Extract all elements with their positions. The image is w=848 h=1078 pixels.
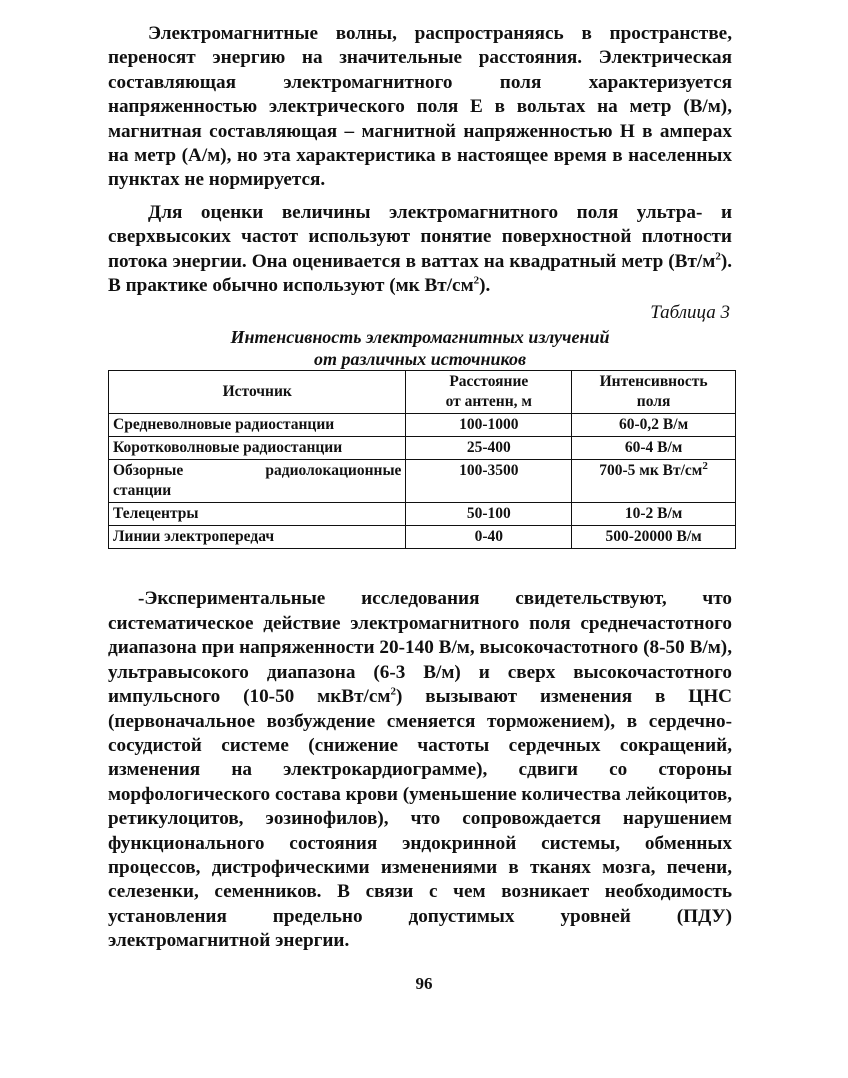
header-distance-line-1: Расстояние [449,373,529,391]
cell-source: Линии электропередач [109,526,406,549]
table-header-row [109,371,736,414]
superscript-table: 2 [702,460,708,473]
cell-source: Средневолновые радиостанции [109,414,406,437]
cell-distance: 100-3500 [406,460,572,503]
paragraph-3-part-1: -Экспериментальные исследования свидетельствуют, что систематическое действие электромагнитного поля среднечастотного диапазона при напряженности 20-140 В/м, высокочастотного (8-50 В/м), ультравысокого диапазона (6-3 В/м) и сверх высокочастотного импульсного (10-50 мкВт/см [108,588,732,708]
paragraph-3-part-2: ) вызывают изменения в ЦНС (первоначальное возбуждение сменяется торможением), в сердечно-сосудистой системе (снижение частоты сердечных сокращений, изменения на электрокардиограмме), сдвиги со стороны морфологического состава крови (уменьшение количества лейкоцитов, ретикулоцитов, эозинофилов), что сопровождается нарушением функционального состояния эндокринной системы, обменных процессов, дистрофическими изменениями в тканях мозга, печени, селезенки, семенников. В связи с чем возникает необходимость установления предельно допустимых уровней (ПДУ) электромагнитной энергии. [108,686,732,952]
cell-intensity-text: 700-5 мк Вт/см [599,462,703,480]
paragraph-2 [108,201,732,299]
paragraph-1: Электромагнитные волны, распространяясь в пространстве, переносят энергию на значительные расстояния. Электрическая составляющая электромагнитного поля характеризуется напряженностью электрического поля Е в вольтах на метр (В/м), магнитная составляющая – магнитной напряженностью Н в амперах на метр (А/м), но эта характеристика в настоящее время в населенных пунктах не нормируется. [108,23,732,191]
paragraph-2-part-1: Для оценки величины электромагнитного поля ультра- и сверхвысоких частот используют понятие поверхностной плотности потока энергии. Она оценивается в ваттах на квадратный метр (Вт/м [108,201,732,272]
paragraph-2-part-3: ). [479,275,491,297]
table-row [109,503,736,526]
superscript-2: 2 [473,274,480,287]
table-row [109,460,736,503]
header-intensity [572,371,736,414]
paragraph-2-part-2: ). В практике обычно используют (мк Вт/см [108,250,732,297]
cell-intensity: 60-0,2 В/м [572,414,736,437]
header-intensity-line-1: Интенсивность [599,373,708,391]
table-caption-line-1: Интенсивность электромагнитных излучений [230,327,610,348]
cell-distance: 100-1000 [406,414,572,437]
header-intensity-line-2: поля [636,393,671,411]
header-source: Источник [109,371,406,414]
cell-source: Коротковолновые радиостанции [109,437,406,460]
paragraph-3 [108,587,732,953]
cell-intensity [572,460,736,503]
cell-distance: 25-400 [406,437,572,460]
header-distance [406,371,572,414]
table-row [109,437,736,460]
document-page [108,22,732,954]
superscript-1: 2 [715,250,721,263]
cell-source-line-2: станции [113,482,172,500]
cell-distance: 50-100 [406,503,572,526]
cell-intensity: 500-20000 В/м [572,526,736,549]
table-row [109,414,736,437]
cell-distance: 0-40 [406,526,572,549]
cell-source-line-1: Обзорные радиолокационные [113,462,402,480]
table-reference: Таблица 3 [650,302,730,324]
cell-intensity: 10-2 В/м [572,503,736,526]
superscript-3: 2 [390,685,396,698]
intensity-table [108,370,736,549]
cell-source: Телецентры [109,503,406,526]
cell-intensity: 60-4 В/м [572,437,736,460]
header-distance-line-2: от антенн, м [445,393,532,411]
page-number: 96 [415,974,433,993]
table-caption-line-2: от различных источников [314,349,526,370]
cell-source [109,460,406,503]
table-caption [108,326,732,370]
table-row [109,526,736,549]
